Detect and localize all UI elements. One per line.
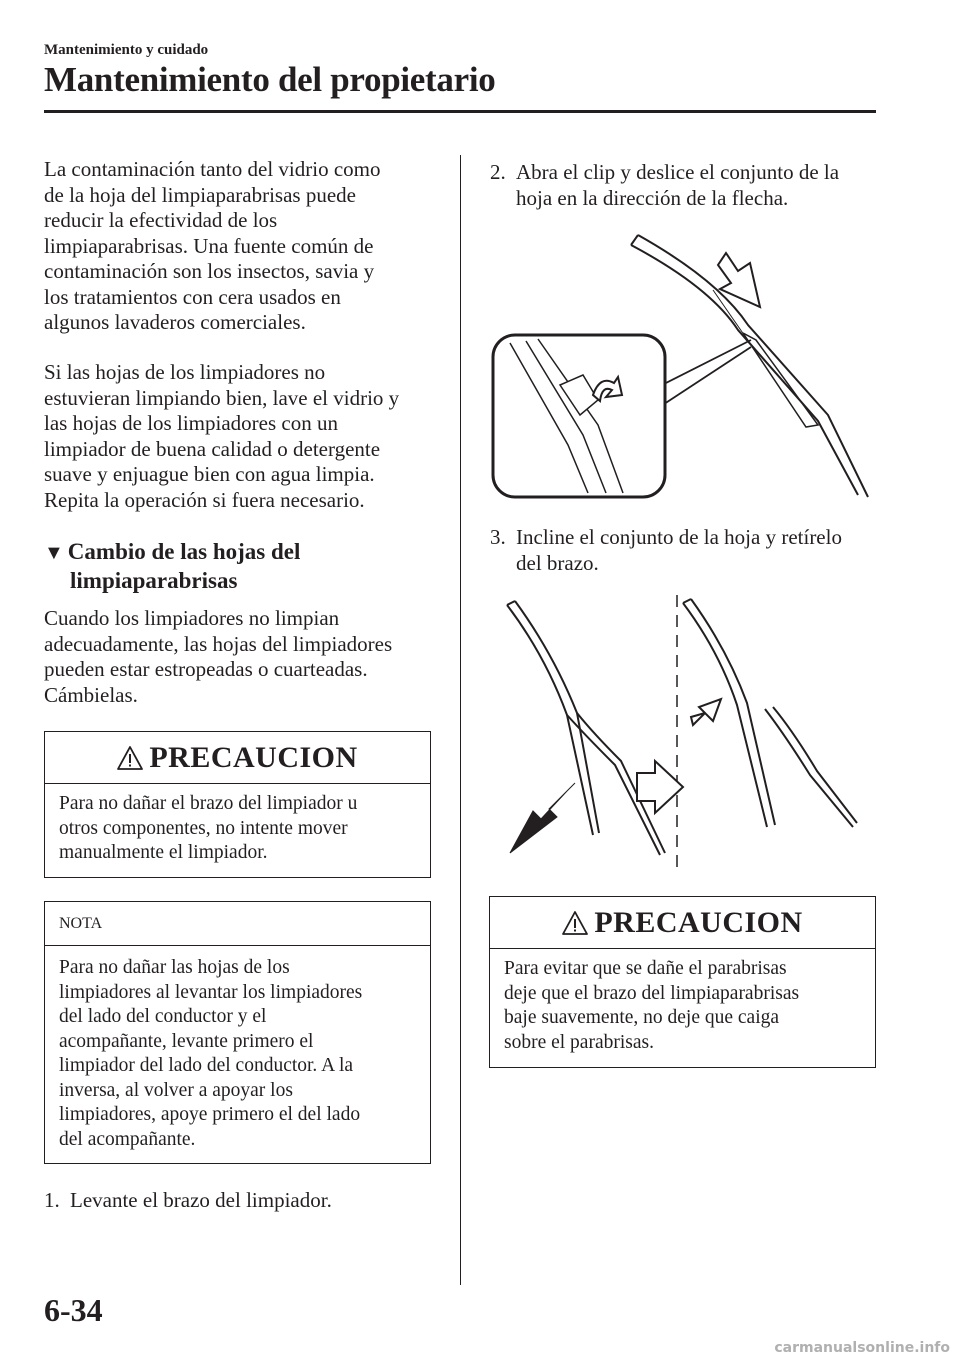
text-line: los tratamientos con cera usados en: [44, 284, 341, 309]
text-line: del lado del conductor y el: [59, 1006, 267, 1027]
replace-paragraph: [44, 606, 444, 708]
text-line: deje que el brazo del limpiaparabrisas: [504, 982, 800, 1004]
text-line: manualmente el limpiador.: [59, 842, 268, 863]
text-line: limpiador del lado del conductor. A la: [59, 1055, 354, 1076]
warning-icon: [117, 746, 143, 770]
caution-header: [45, 732, 430, 784]
cleaning-paragraph: [44, 360, 444, 513]
text-line: del acompañante.: [59, 1128, 196, 1150]
text-line: limpiadores al levantar los limpiadores: [59, 981, 363, 1003]
text-line: estuvieran limpiando bien, lave el vidrio y: [44, 385, 400, 410]
text-line: Cuando los limpiadores no limpian: [44, 606, 340, 630]
text-line: Para no dañar el brazo del limpiador u: [59, 793, 358, 814]
text-line: de la hoja del limpiaparabrisas puede: [44, 182, 356, 207]
note-header: [45, 902, 430, 946]
caution-box: [489, 896, 876, 1068]
step-number: 2.: [490, 160, 506, 184]
heading-line: Cambio de las hojas del: [67, 539, 301, 564]
intro-paragraph: [44, 157, 444, 336]
caution-body: [490, 949, 875, 1055]
text-line: inversa, al volver a apoyar los: [59, 1079, 293, 1101]
step-text: del brazo.: [516, 550, 599, 575]
text-line: limpiadores, apoye primero el del lado: [59, 1104, 361, 1125]
section-label: Mantenimiento y cuidado: [44, 42, 209, 58]
caution-title: PRECAUCION: [594, 905, 803, 939]
text-line: reducir la efectividad de los: [44, 208, 278, 232]
watermark: carmanualsonline.info: [774, 1340, 950, 1356]
text-line: acompañante, levante primero el: [59, 1030, 314, 1052]
text-line: algunos lavaderos comerciales.: [44, 310, 306, 334]
text-line: adecuadamente, las hojas del limpiadores: [44, 631, 393, 656]
step-text: hoja en la dirección de la flecha.: [516, 185, 789, 210]
warning-icon: [562, 911, 588, 935]
step-text: Levante el brazo del limpiador.: [70, 1188, 332, 1212]
wiper-clip-illustration: [488, 225, 878, 500]
text-line: otros componentes, no intente mover: [59, 817, 348, 839]
text-line: las hojas de los limpiadores con un: [44, 411, 338, 435]
text-line: baje suavemente, no deje que caiga: [504, 1007, 780, 1028]
note-body: [45, 946, 430, 1152]
step-text: Incline el conjunto de la hoja y retírelo: [516, 525, 842, 549]
text-line: Para no dañar las hojas de los: [59, 957, 290, 978]
text-line: limpiador de buena calidad o detergente: [44, 436, 381, 461]
heading-line: limpiaparabrisas: [70, 568, 238, 593]
text-line: limpiaparabrisas. Una fuente común de: [44, 233, 374, 258]
caution-box: [44, 731, 431, 878]
wiper-remove-illustration: [505, 595, 865, 870]
chapter-title: Mantenimiento del propietario: [44, 60, 496, 99]
caution-title: PRECAUCION: [149, 740, 358, 774]
text-line: suave y enjuague bien con agua limpia.: [44, 462, 375, 486]
text-line: Para evitar que se dañe el parabrisas: [504, 958, 787, 979]
note-box: [44, 901, 431, 1164]
step-2: [490, 160, 890, 211]
step-1: [44, 1188, 444, 1214]
header-rule: [44, 110, 876, 113]
triangle-down-icon: ▼: [44, 542, 64, 564]
text-line: contaminación son los insectos, savia y: [44, 259, 375, 283]
note-title: NOTA: [59, 915, 103, 932]
caution-header: [490, 897, 875, 949]
step-number: 3.: [490, 525, 506, 549]
section-heading: [44, 538, 444, 595]
page-number: 6-34: [44, 1292, 103, 1328]
step-number: 1.: [44, 1188, 60, 1212]
step-3: [490, 525, 890, 576]
step-text: Abra el clip y deslice el conjunto de la: [516, 160, 840, 184]
text-line: Cámbielas.: [44, 682, 138, 707]
caution-body: [45, 784, 430, 866]
column-divider: [460, 155, 461, 1285]
text-line: Repita la operación si fuera necesario.: [44, 487, 365, 512]
text-line: Si las hojas de los limpiadores no: [44, 360, 326, 384]
text-line: sobre el parabrisas.: [504, 1031, 654, 1053]
text-line: La contaminación tanto del vidrio como: [44, 157, 381, 181]
text-line: pueden estar estropeadas o cuarteadas.: [44, 657, 368, 681]
